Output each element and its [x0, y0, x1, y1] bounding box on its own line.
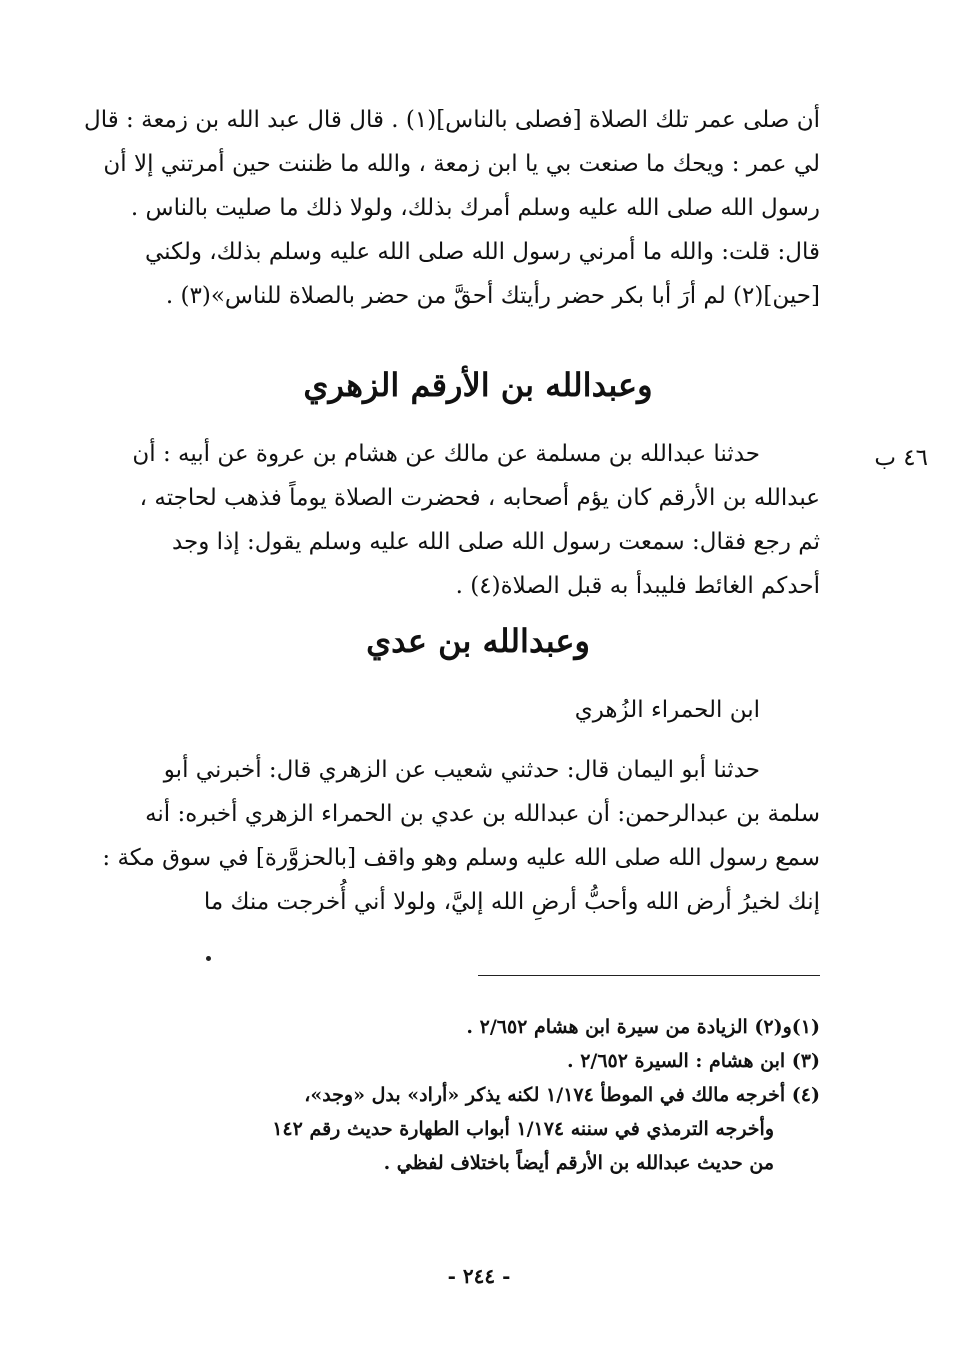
manuscript-folio-reference: ٤٦ ب [874, 445, 928, 471]
text-line: [حين](٢) لم أرَ أبا بكر حضر رأيتك أحقَّ من حضر بالصلاة للناس»(٣) . [165, 283, 820, 309]
text-line: حدثنا أبو اليمان قال: حدثني شعيب عن الزهري قال: أخبرني أبو [163, 757, 760, 783]
text-line: لي عمر : ويحك ما صنعت بي يا ابن زمعة ، والله ما ظننت حين أمرتني إلا أن [103, 151, 820, 177]
footnotes [190, 1010, 820, 1180]
section-heading-ibn-adi: وعبدالله بن عدي [366, 622, 590, 660]
footnote-continuation: من حديث عبدالله بن الأرقم أيضاً باختلاف لفظي . [383, 1152, 774, 1174]
text-line: إنك لخيرُ أرض الله وأحبُّ أرضِ الله إليَّ، ولولا أني أُخرجت منك ما [203, 889, 820, 915]
text-line: ثم رجع فقال: سمعت رسول الله صلى الله عليه وسلم يقول: إذا وجد [171, 529, 820, 555]
footnote-divider [478, 975, 820, 976]
text-line: أحدكم الغائط فليبدأ به قبل الصلاة(٤) . [455, 573, 820, 599]
text-line: عبدالله بن الأرقم كان يؤم أصحابه ، فحضرت الصلاة يوماً فذهب لحاجته ، [139, 485, 820, 511]
page-number: - ٢٤٤ - [447, 1264, 511, 1288]
section-heading-ibn-arqam: وعبدالله بن الأرقم الزهري [303, 366, 653, 404]
text-line: سلمة بن عبدالرحمن: أن عبدالله بن عدي بن الحمراء الزهري أخبره: أنه [145, 801, 820, 827]
section-subheading: ابن الحمراء الزُهري [574, 697, 760, 723]
text-line: قال: قلت: والله ما أمرني رسول الله صلى الله عليه وسلم بذلك، ولكني [145, 239, 820, 265]
paragraph-continuation [84, 98, 820, 318]
footnote-continuation: وأخرجه الترمذي في سننه ١/١٧٤ أبواب الطهارة حديث رقم ١٤٢ [272, 1118, 774, 1140]
footnote: (٤) أخرجه مالك في الموطأ ١/١٧٤ لكنه يذكر «أراد» بدل «وجد»، [304, 1084, 820, 1106]
stray-dot [206, 956, 211, 961]
text-line: حدثنا عبدالله بن مسلمة عن مالك عن هشام بن عروة عن أبيه : أن [132, 441, 760, 467]
footnote: (١)و(٢) الزيادة من سيرة ابن هشام ٢/٦٥٢ . [466, 1016, 820, 1038]
text-line: أن صلى عمر تلك الصلاة [فصلى بالناس](١) . قال قال عبد الله بن زمعة : قال [84, 107, 820, 133]
footnote: (٣) ابن هشام : السيرة ٢/٦٥٢ . [566, 1050, 820, 1072]
text-line: رسول الله صلى الله عليه وسلم أمرك بذلك، ولولا ذلك ما صليت بالناس . [130, 195, 820, 221]
paragraph-ibn-arqam [132, 432, 820, 608]
paragraph-ibn-adi [102, 748, 820, 924]
text-line: سمع رسول الله صلى الله عليه وسلم وهو واقف [بالحزوَّرة] في سوق مكة : [102, 845, 820, 871]
